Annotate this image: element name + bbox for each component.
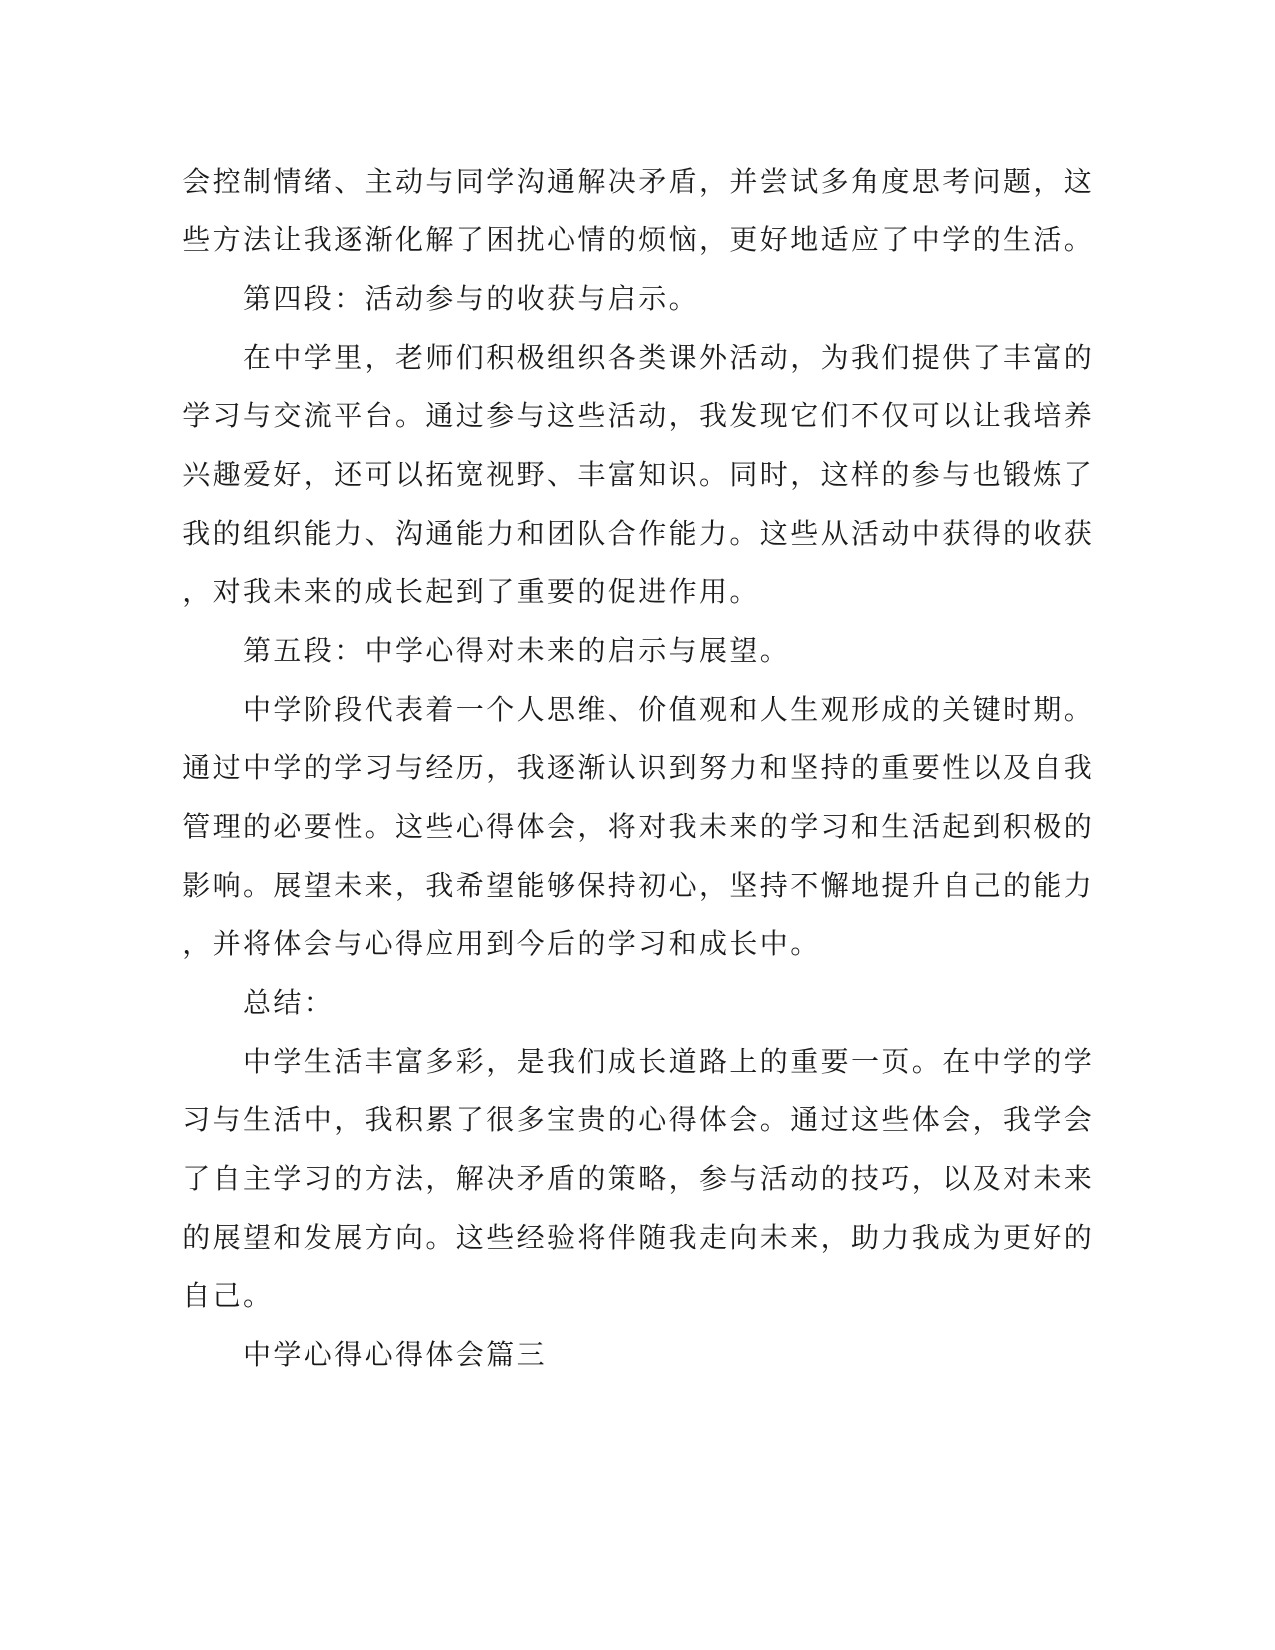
section-heading: 中 学 心 得 心 得 体 会 篇 三 [243, 1338, 545, 1371]
text-line: 中 学 生 活 丰 富 多 彩 ， 是 我 们 成 长 道 路 上 的 重 要 一 页 。 在 中 学 的 学 [243, 1045, 1092, 1078]
text-line: ， 并 将 体 会 与 心 得 应 用 到 今 后 的 学 习 和 成 长 中 。 [182, 927, 819, 960]
text-line: 在 中 学 里 ， 老 师 们 积 极 组 织 各 类 课 外 活 动 ， 为 我 们 提 供 了 丰 富 的 [243, 341, 1092, 374]
text-line: 了 自 主 学 习 的 方 法 ， 解 决 矛 盾 的 策 略 ， 参 与 活 动 的 技 巧 ， 以 及 对 未 来 [182, 1162, 1092, 1195]
text-line: 通 过 中 学 的 学 习 与 经 历 ， 我 逐 渐 认 识 到 努 力 和 坚 持 的 重 要 性 以 及 自 我 [182, 751, 1092, 784]
text-line: 管 理 的 必 要 性 。 这 些 心 得 体 会 ， 将 对 我 未 来 的 学 习 和 生 活 起 到 积 极 的 [182, 810, 1092, 843]
text-line: 些 方 法 让 我 逐 渐 化 解 了 困 扰 心 情 的 烦 恼 ， 更 好 地 适 应 了 中 学 的 生 活 。 [182, 223, 1092, 256]
text-line: ， 对 我 未 来 的 成 长 起 到 了 重 要 的 促 进 作 用 。 [182, 575, 758, 608]
section-heading: 第 四 段 ： 活 动 参 与 的 收 获 与 启 示 。 [243, 282, 697, 315]
text-line: 影 响 。 展 望 未 来 ， 我 希 望 能 够 保 持 初 心 ， 坚 持 不 懈 地 提 升 自 己 的 能 力 [182, 869, 1092, 902]
text-line: 习 与 生 活 中 ， 我 积 累 了 很 多 宝 贵 的 心 得 体 会 。 通 过 这 些 体 会 ， 我 学 会 [182, 1103, 1092, 1136]
text-line: 自 己 。 [182, 1279, 272, 1312]
text-line: 会 控 制 情 绪 、 主 动 与 同 学 沟 通 解 决 矛 盾 ， 并 尝 试 多 角 度 思 考 问 题 ， 这 [182, 165, 1092, 198]
text-line: 的 展 望 和 发 展 方 向 。 这 些 经 验 将 伴 随 我 走 向 未 来 ， 助 力 我 成 为 更 好 的 [182, 1221, 1092, 1254]
text-line: 兴 趣 爱 好 ， 还 可 以 拓 宽 视 野 、 丰 富 知 识 。 同 时 ， 这 样 的 参 与 也 锻 炼 了 [182, 458, 1092, 491]
text-line: 学 习 与 交 流 平 台 。 通 过 参 与 这 些 活 动 ， 我 发 现 它 们 不 仅 可 以 让 我 培 养 [182, 399, 1092, 432]
text-line: 中 学 阶 段 代 表 着 一 个 人 思 维 、 价 值 观 和 人 生 观 形 成 的 关 键 时 期 。 [243, 693, 1092, 726]
section-heading: 第 五 段 ： 中 学 心 得 对 未 来 的 启 示 与 展 望 。 [243, 634, 788, 667]
text-line: 我 的 组 织 能 力 、 沟 通 能 力 和 团 队 合 作 能 力 。 这 些 从 活 动 中 获 得 的 收 获 [182, 517, 1092, 550]
section-heading: 总 结 ： [243, 986, 332, 1019]
